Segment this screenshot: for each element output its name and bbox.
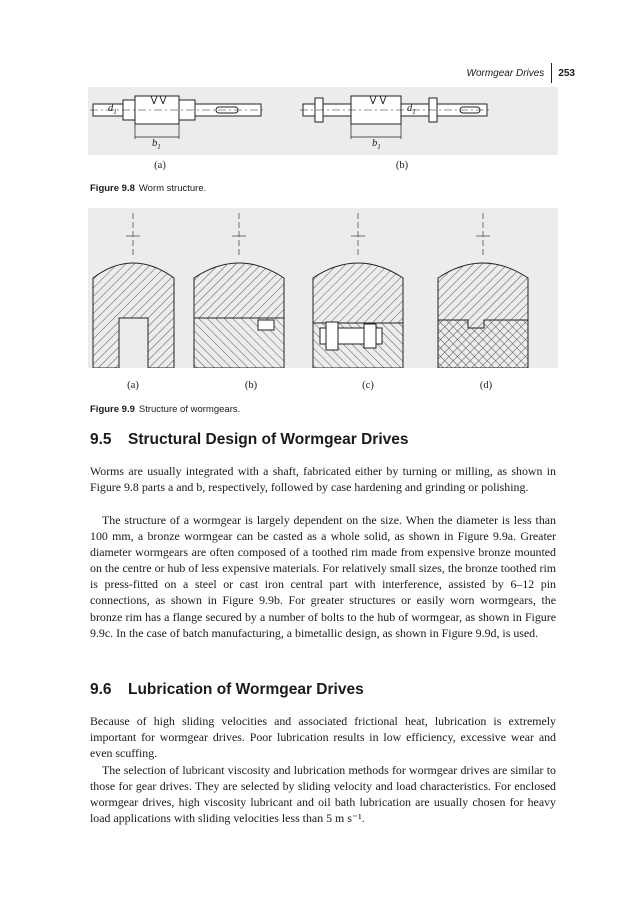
figure-9-9 xyxy=(88,208,558,391)
dim-d1-b: $d_1$ xyxy=(407,103,416,117)
figure-9-9-caption xyxy=(90,404,240,415)
running-title: Wormgear Drives xyxy=(466,67,545,79)
section-9-5-number: 9.5 xyxy=(90,431,112,448)
fig99-sublabel-a: (a) xyxy=(127,380,139,391)
section-9-5-heading xyxy=(90,431,409,449)
fig99-sublabel-b: (b) xyxy=(244,380,258,391)
figure-9-8 xyxy=(88,87,558,171)
section-9-6-number: 9.6 xyxy=(90,681,112,698)
dim-b1-a: $b_1$ xyxy=(152,138,161,152)
figure-9-9-label: Figure 9.9 xyxy=(90,404,135,415)
section-9-5-paragraph-1: Worms are usually integrated with a shaft, fabricated either by turning or milling, as shown in Figure 9.8 parts a and b, respectively, followed by case hardening and grinding or polishing. xyxy=(90,464,556,495)
section-9-6-paragraph-1: Because of high sliding velocities and associated frictional heat, lubrication is extremely important for wormgear drives. Poor lubrication results in low efficiency, excessive wear and even scuffing. xyxy=(90,714,556,761)
figure-9-8-caption xyxy=(90,183,206,194)
section-9-5-title: Structural Design of Wormgear Drives xyxy=(128,431,409,448)
section-9-6-paragraph-2: The selection of lubricant viscosity and lubrication methods for wormgear drives are similar to those for gear drives. They are selected by sliding velocity and load characteristics. For enclosed wormgear drives, high viscosity lubricant and oil bath lubrication are usually chosen for heavy load applications with sliding velocities less than 5 m s⁻¹. xyxy=(90,763,556,826)
fig99-sublabel-c: (c) xyxy=(362,380,374,391)
figure-9-8-caption-text: Worm structure. xyxy=(138,183,207,194)
section-9-6-heading xyxy=(90,681,364,699)
dim-d1-a: $d_1$ xyxy=(108,103,117,117)
section-9-5-paragraph-2: The structure of a wormgear is largely dependent on the size. When the diameter is less than 100 mm, a bronze wormgear can be casted as a whole solid, as shown in Figure 9.9a. Greater diameter wormgears are often composed of a toothed rim made from expensive bronze mounted on the centre or hub of less expensive materials. For relatively small sizes, the bronze toothed rim is press-fitted on a steel or cast iron central part with interference, assisted by 6–12 pin connections, as shown in Figure 9.9b. For greater structures or easily worn wormgears, the bronze rim has a flange secured by a number of bolts to the hub of wormgear, as shown in Figure 9.9c. In the case of batch manufacturing, a bimetallic design, as shown in Figure 9.9d, is used. xyxy=(90,513,556,640)
wormgear-structure-drawing xyxy=(88,208,558,368)
running-header xyxy=(467,63,575,83)
page-number: 253 xyxy=(558,67,575,79)
figure-9-8-label: Figure 9.8 xyxy=(90,183,135,194)
fig98-sublabel-a: (a) xyxy=(154,160,166,171)
figure-9-9-caption-text: Structure of wormgears. xyxy=(138,404,241,415)
header-divider xyxy=(551,63,552,83)
dim-b1-b: $b_1$ xyxy=(372,138,381,152)
fig99-sublabel-d: (d) xyxy=(479,380,493,391)
fig98-sublabel-b: (b) xyxy=(395,160,409,171)
section-9-6-title: Lubrication of Wormgear Drives xyxy=(128,681,364,698)
